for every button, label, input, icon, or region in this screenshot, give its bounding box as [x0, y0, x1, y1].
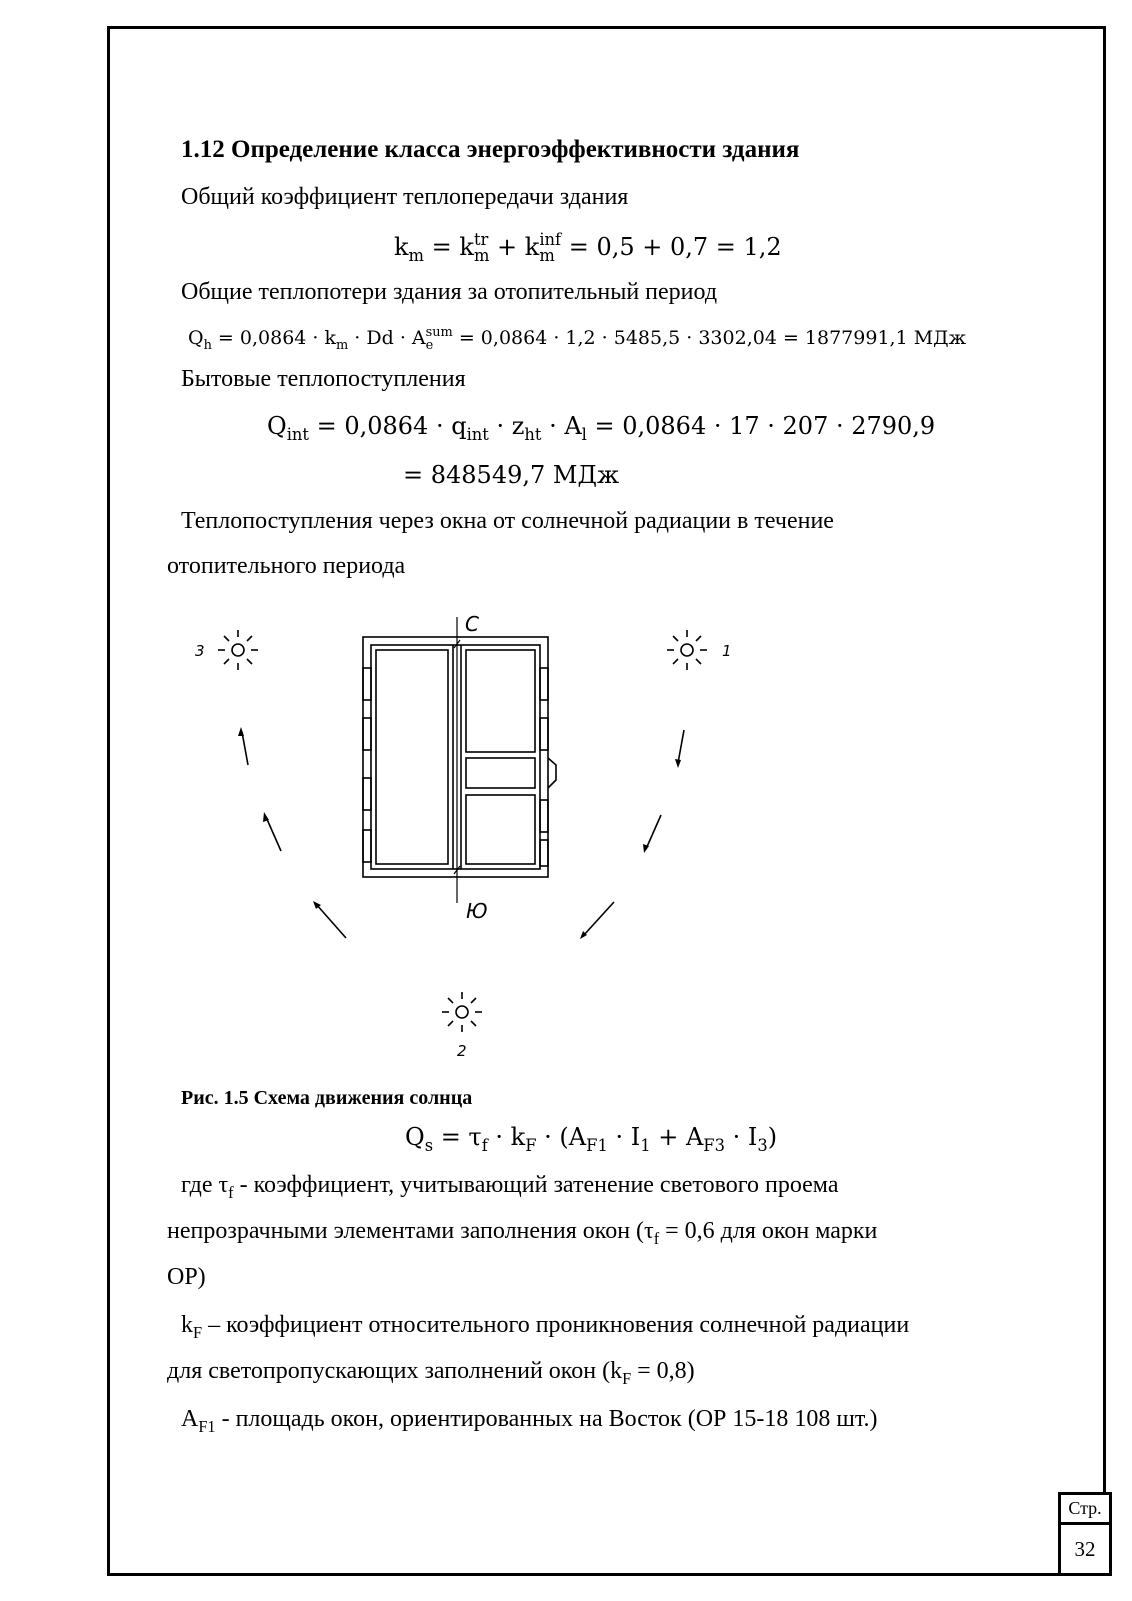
building-outer-wall: [363, 637, 548, 877]
east-windows: [540, 668, 548, 866]
equation-qint-result: = 848549,7 МДж: [403, 461, 620, 489]
equation-qh: $Q_h = 0,0864 \cdot k_m \cdot Dd \cdot A$ sum e = 0,0864 · 1,2 · 5485,5 · 3302,04 = 1877991,1 МДж: [188, 325, 967, 353]
paragraph-kf-line2: для светопропускающих заполнений окон $(k_F = 0,8)$: [167, 1358, 695, 1388]
sun-1-label: 1: [722, 642, 732, 660]
sun-path-arrows-east: [583, 730, 684, 936]
sun-path-arrows-west: [242, 732, 346, 938]
sun-3-icon: [218, 630, 258, 670]
room-corridor: [466, 758, 535, 788]
paragraph-tau-line3: ОР): [167, 1264, 206, 1290]
paragraph-heat-loss: Общие теплопотери здания за отопительный период: [181, 279, 718, 305]
south-label: Ю: [466, 899, 488, 923]
room-west: [376, 650, 448, 864]
sun-2-label: 2: [457, 1042, 467, 1060]
paragraph-af1: $A_{F1}$ - площадь окон, ориентированных на Восток (ОР 15-18 108 шт.): [181, 1406, 878, 1436]
paragraph-kf-line1: $k_F$ – коэффициент относительного проникновения солнечной радиации: [181, 1312, 910, 1342]
paragraph-internal-gains: Бытовые теплопоступления: [181, 366, 466, 392]
page-stamp-label: Стр.: [1058, 1492, 1112, 1525]
paragraph-solar-line2: отопительного периода: [167, 553, 406, 579]
sun-movement-diagram: [180, 600, 740, 1060]
equation-qint: $Q_{int} = 0,0864 \cdot q_{int} \cdot z_{ht} \cdot A_l = 0,0864 \cdot 17 \cdot 207 \cdot 2790,9$: [267, 412, 936, 444]
room-southeast: [466, 795, 535, 864]
west-windows: [363, 668, 371, 862]
equation-km: $k_m = k$ tr m + k inf m = 0,5 + 0,7 = 1,2: [394, 230, 782, 265]
paragraph-solar-line1: Теплопоступления через окна от солнечной радиации в течение: [181, 508, 834, 534]
room-northeast: [466, 650, 535, 752]
figure-caption: Рис. 1.5 Схема движения солнца: [181, 1087, 473, 1109]
equation-qs: $Q_s = \tau_f \cdot k_F \cdot (A_{F1} \cdot I_1 + A_{F3} \cdot I_3)$: [405, 1123, 778, 1155]
north-label: С: [465, 612, 479, 636]
building-inner-wall: [371, 645, 540, 869]
sun-3-label: 3: [195, 642, 205, 660]
sun-2-icon: [442, 992, 482, 1032]
paragraph-tau-line1: где $\tau_f$ - коэффициент, учитывающий затенение светового проема: [181, 1172, 839, 1202]
paragraph-tau-line2: непрозрачными элементами заполнения окон ($\tau_f = 0,6$ для окон марки: [167, 1218, 878, 1248]
sun-1-icon: [667, 630, 707, 670]
page-number: 32: [1058, 1522, 1112, 1576]
section-heading: 1.12 Определение класса энергоэффективности здания: [181, 136, 800, 163]
paragraph-heat-transfer: Общий коэффициент теплопередачи здания: [181, 184, 629, 210]
